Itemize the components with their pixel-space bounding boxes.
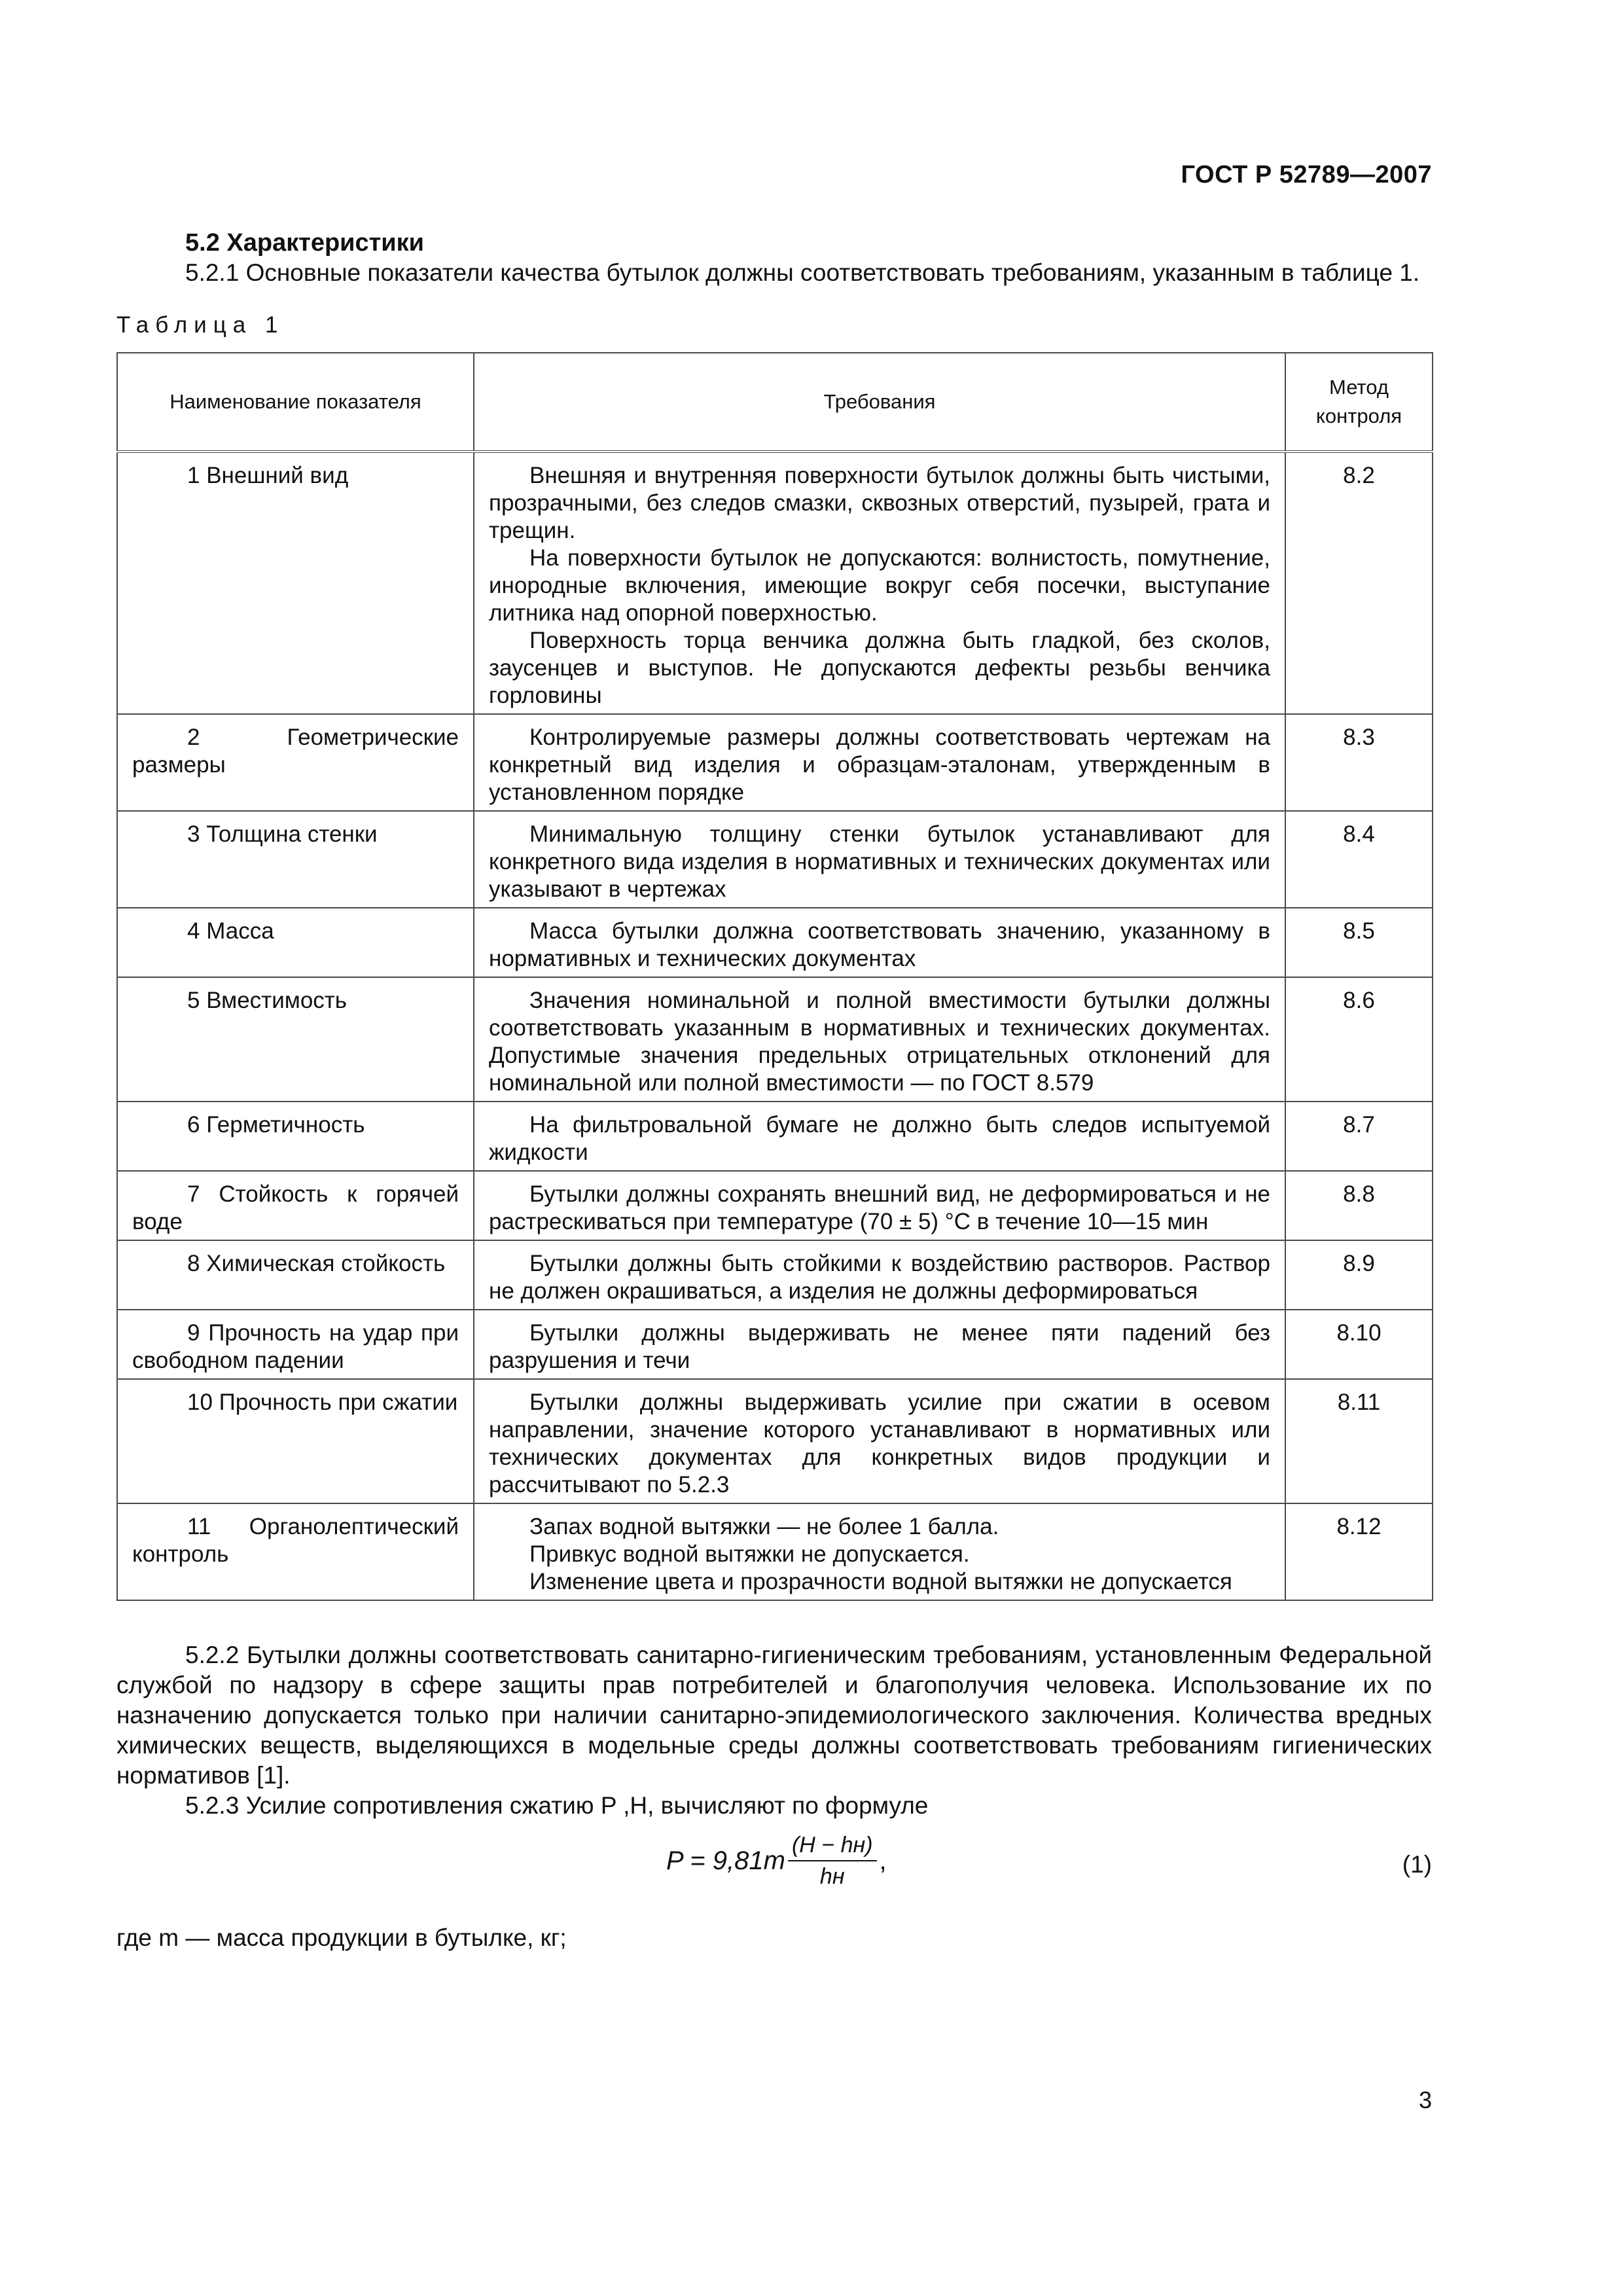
row-indicator-name: 6 Герметичность: [117, 1102, 474, 1171]
formula-block: [116, 1827, 1432, 1911]
formula-trail: ,: [879, 1846, 887, 1875]
table-row: [117, 1171, 1433, 1240]
row-control-method: 8.9: [1285, 1240, 1433, 1310]
table-row: [117, 1102, 1433, 1171]
paragraph-5-2-2: 5.2.2 Бутылки должны соответствовать санитарно-гигиеническим требованиям, установленным Федеральной службой по надзору в сфере защиты прав потребителей и благополучия человека. Использование их по назначению допускается только при наличии санитарно-эпидемиологического заключения. Количества вредных химических веществ, выделяющихся в модельные среды должны соответствовать требованиям гигиенических нормативов [1].: [116, 1641, 1432, 1789]
row-indicator-name: 4 Масса: [117, 908, 474, 977]
requirement-paragraph: Изменение цвета и прозрачности водной вытяжки не допускается: [529, 1569, 1232, 1594]
row-control-method: 8.6: [1285, 977, 1433, 1102]
row-control-method: 8.4: [1285, 811, 1433, 908]
row-indicator-name: 5 Вместимость: [117, 977, 474, 1102]
row-indicator-name: 3 Толщина стенки: [117, 811, 474, 908]
row-requirements: [474, 908, 1285, 977]
table-row: [117, 977, 1433, 1102]
requirement-paragraph: На фильтровальной бумаге не должно быть следов испытуемой жидкости: [489, 1112, 1270, 1165]
requirement-paragraph: Контролируемые размеры должны соответствовать чертежам на конкретный вид изделия и образцам-эталонам, утвержденным в установленном порядке: [489, 725, 1270, 805]
formula-lhs: P = 9,81m: [666, 1846, 785, 1875]
formula-number: (1): [1402, 1851, 1432, 1878]
row-indicator-name: 8 Химическая стойкость: [117, 1240, 474, 1310]
where-clause: где m — масса продукции в бутылке, кг;: [116, 1924, 567, 1951]
row-indicator-name: 1 Внешний вид: [117, 452, 474, 714]
table-row: [117, 811, 1433, 908]
row-control-method: 8.10: [1285, 1310, 1433, 1379]
table-row: [117, 1379, 1433, 1503]
requirements-table: [116, 352, 1433, 1601]
formula-fraction: [788, 1831, 877, 1890]
requirement-paragraph: Внешняя и внутренняя поверхности бутылок должны быть чистыми, прозрачными, без следов смазки, сквозных отверстий, пузырей, грата и трещин.: [489, 463, 1270, 543]
requirement-paragraph: На поверхности бутылок не допускаются: волнистость, помутнение, инородные включения, имеющие вокруг себя посечки, выступание литника над опорной поверхностью.: [489, 545, 1270, 626]
requirement-paragraph: Запах водной вытяжки — не более 1 балла.: [529, 1514, 999, 1539]
table-row: [117, 1503, 1433, 1600]
row-indicator-name: 7 Стойкость к горячей воде: [117, 1171, 474, 1240]
requirement-paragraph: Бутылки должны выдерживать не менее пяти падений без разрушения и течи: [489, 1320, 1270, 1373]
header-requirements: Требования: [474, 353, 1285, 452]
row-requirements: [474, 977, 1285, 1102]
row-control-method: 8.12: [1285, 1503, 1433, 1600]
requirement-paragraph: Бутылки должны быть стойкими к воздействию растворов. Раствор не должен окрашиваться, а изделия не должны деформироваться: [489, 1251, 1270, 1304]
formula-denominator: hн: [819, 1864, 845, 1889]
table-row: [117, 714, 1433, 811]
requirement-paragraph: Привкус водной вытяжки не допускается.: [529, 1541, 970, 1567]
standard-designation: ГОСТ Р 52789—2007: [1181, 161, 1432, 188]
row-control-method: 8.2: [1285, 452, 1433, 714]
row-requirements: [474, 811, 1285, 908]
row-control-method: 8.5: [1285, 908, 1433, 977]
table-row: [117, 1310, 1433, 1379]
header-name: Наименование показателя: [117, 353, 474, 452]
row-control-method: 8.7: [1285, 1102, 1433, 1171]
table-caption: Таблица 1: [116, 312, 285, 338]
requirement-paragraph: Значения номинальной и полной вместимости бутылки должны соответствовать указанным в нормативных и технических документах. Допустимые значения предельных отрицательных отклонений для номинальной или полной вместимости — по ГОСТ 8.579: [489, 988, 1270, 1096]
paragraph-5-2-1: 5.2.1 Основные показатели качества бутылок должны соответствовать требованиям, указанным в таблице 1.: [185, 259, 1420, 286]
formula: [666, 1831, 887, 1890]
row-requirements: [474, 452, 1285, 714]
requirement-paragraph: Минимальную толщину стенки бутылок устанавливают для конкретного вида изделия в нормативных и технических документах или указывают в чертежах: [489, 821, 1270, 902]
row-indicator-name: 11 Органолептический контроль: [117, 1503, 474, 1600]
requirement-paragraph: Бутылки должны выдерживать усилие при сжатии в осевом направлении, значение которого устанавливают в нормативных или технических документах для конкретных видов продукции и рассчитывают по 5.2.3: [489, 1390, 1270, 1498]
row-requirements: [474, 1102, 1285, 1171]
row-indicator-name: 9 Прочность на удар при свободном падении: [117, 1310, 474, 1379]
requirement-paragraph: Бутылки должны сохранять внешний вид, не деформироваться и не растрескиваться при температуре (70 ± 5) °С в течение 10—15 мин: [489, 1181, 1270, 1234]
row-control-method: 8.3: [1285, 714, 1433, 811]
row-control-method: 8.8: [1285, 1171, 1433, 1240]
formula-numerator: (H − hн): [788, 1831, 877, 1861]
row-requirements: [474, 1503, 1285, 1600]
table-row: [117, 1240, 1433, 1310]
requirement-paragraph: Поверхность торца венчика должна быть гладкой, без сколов, заусенцев и выступов. Не допускаются дефекты резьбы венчика горловины: [489, 628, 1270, 708]
page-content: [116, 228, 1432, 1953]
row-requirements: [474, 1171, 1285, 1240]
row-requirements: [474, 1310, 1285, 1379]
section-title: 5.2 Характеристики: [185, 229, 425, 257]
paragraph-5-2-3: 5.2.3 Усилие сопротивления сжатию P ,Н, вычисляют по формуле: [185, 1792, 929, 1819]
requirement-paragraph: Масса бутылки должна соответствовать значению, указанному в нормативных и технических документах: [489, 918, 1270, 971]
row-requirements: [474, 714, 1285, 811]
row-indicator-name: 2 Геометрические размеры: [117, 714, 474, 811]
row-requirements: [474, 1240, 1285, 1310]
page-number: 3: [1418, 2087, 1432, 2113]
header-method: Метод контроля: [1285, 353, 1433, 452]
table-header-row: [117, 353, 1433, 452]
row-requirements: [474, 1379, 1285, 1503]
table-body: [117, 452, 1433, 1600]
table-row: [117, 452, 1433, 714]
table-row: [117, 908, 1433, 977]
row-indicator-name: 10 Прочность при сжатии: [117, 1379, 474, 1503]
row-control-method: 8.11: [1285, 1379, 1433, 1503]
